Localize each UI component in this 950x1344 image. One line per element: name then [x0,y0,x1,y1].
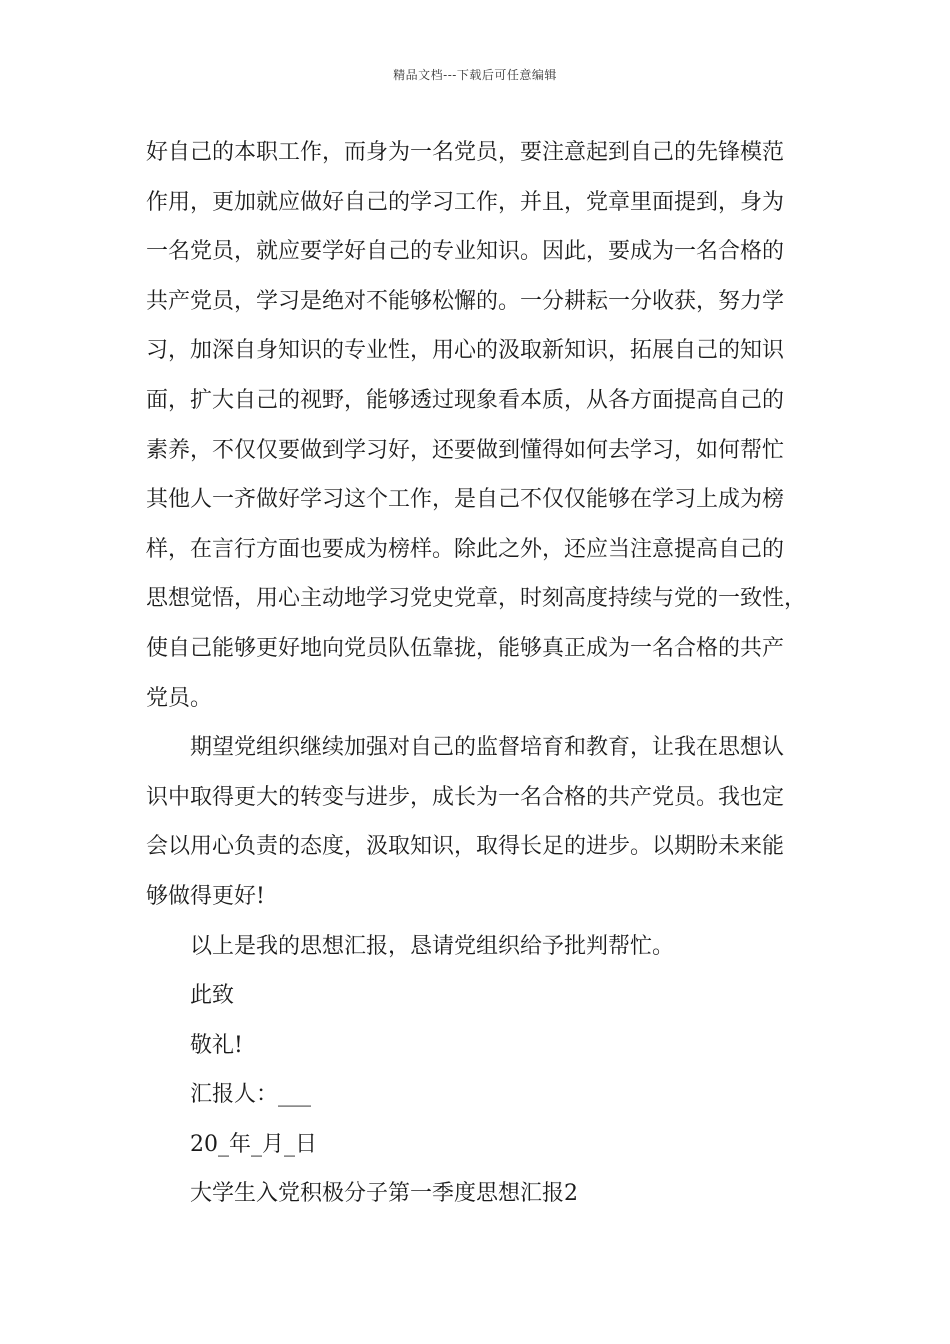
paragraph-study [146,128,822,723]
text-line: 面，扩大自己的视野，能够透过现象看本质，从各方面提高自己的 [146,387,785,413]
text-line: 其他人一齐做好学习这个工作，是自己不仅仅能够在学习上成为榜 [146,487,785,513]
text-line: 共产党员，学习是绝对不能够松懈的。一分耕耘一分收获，努力学 [146,288,785,314]
date-line: 20_年_月_日 [190,1131,317,1157]
text-line: 使自己能够更好地向党员队伍靠拢，能够真正成为一名合格的共产 [146,635,785,661]
document-body [146,128,822,1219]
text-line: 思想觉悟，用心主动地学习党史党章，时刻高度持续与党的一致性， [146,586,807,612]
text-line: 期望党组织继续加强对自己的监督培育和教育，让我在思想认 [190,735,785,761]
text-line: 作用，更加就应做好自己的学习工作，并且，党章里面提到，身为 [146,189,785,215]
paragraph-expectation [146,723,822,921]
text-line: 素养，不仅仅要做到学习好，还要做到懂得如何去学习，如何帮忙 [146,437,785,463]
closing-salutation: 此致 [190,983,235,1009]
text-line: 好自己的本职工作，而身为一名党员，要注意起到自己的先锋模范 [146,140,785,165]
page-header: 精品文档---下载后可任意编辑 [393,68,557,82]
text-line: 一名党员，就应要学好自己的专业知识。因此，要成为一名合格的 [146,239,785,265]
next-report-title: 大学生入党积极分子第一季度思想汇报2 [190,1181,578,1207]
closing-regards: 敬礼! [190,1032,243,1058]
text-line: 习，加深自身知识的专业性，用心的汲取新知识，拓展自己的知识 [146,338,785,364]
closing-request: 以上是我的思想汇报，恳请党组织给予批判帮忙。 [190,933,675,959]
text-line: 会以用心负责的态度，汲取知识，取得长足的进步。以期盼未来能 [146,834,785,860]
text-line: 识中取得更大的转变与进步，成长为一名合格的共产党员。我也定 [146,784,785,810]
text-line: 党员。 [146,685,213,711]
reporter-line: 汇报人：___ [190,1082,312,1108]
text-line: 样，在言行方面也要成为榜样。除此之外，还应当注意提高自己的 [146,536,785,562]
text-line: 够做得更好! [146,883,265,909]
